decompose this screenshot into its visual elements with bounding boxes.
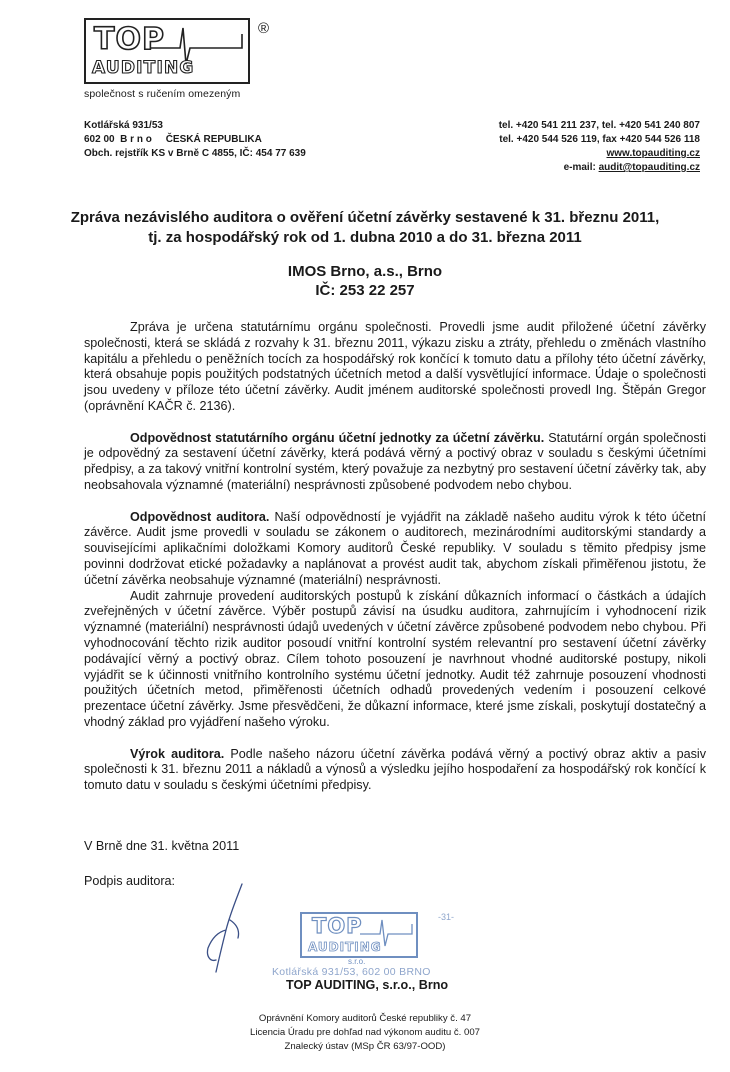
stamp-auditing-text: AUDITING — [308, 940, 382, 954]
address-line: Kotlářská 931/53 — [84, 120, 163, 131]
company-name: IMOS Brno, a.s., Brno — [287, 263, 443, 280]
company-id: IČ: 253 22 257 — [315, 282, 415, 299]
footer-accreditations — [40, 1012, 690, 1054]
stamp-sro: s.r.o. — [348, 957, 366, 966]
paragraph-text: Naší odpovědností je vyjádřit na základě našeho auditu výrok k této účetní závěrce. Audit jsme provedli v souladu se zákonem o auditorech, mezinárodními auditorskými standardy a souvisejícími aplikačními doložkami Komory auditorů České republiky. V souladu s těmito předpisy jsme povinni dodržovat etické požadavky a naplánovat a provést audit tak, abychom získali přiměřenou jistotu, že účetní závěrka neobsahuje významné (materiální) nesprávnosti. — [84, 509, 706, 587]
phone-fax-line: tel. +420 544 526 119, fax +420 544 526 118 — [499, 134, 700, 145]
signature-label: Podpis auditora: — [84, 874, 176, 888]
logo-top-text: TOP — [94, 22, 165, 57]
phone-line: tel. +420 541 211 237, tel. +420 541 240 807 — [498, 120, 700, 131]
email-link[interactable]: audit@topauditing.cz — [598, 162, 700, 173]
website-link[interactable]: www.topauditing.cz — [606, 148, 700, 159]
paragraph-text: Podle našeho názoru účetní závěrka podává věrný a poctivý obraz aktiv a pasiv společnosti k 31. březnu 2011 a nákladů a výnosů a výsledku jejího hospodaření za hospodářský rok končící k tomuto datu v souladu s českými účetními předpisy. — [84, 746, 706, 793]
footer-line: Znalecký ústav (MSp ČR 63/97-OOD) — [284, 1041, 446, 1052]
report-title-line: Zpráva nezávislého auditora o ověření účetní závěrky sestavené k 31. březnu 2011, — [70, 209, 660, 226]
paragraph-statutory-responsibility — [84, 431, 706, 494]
handwritten-signature — [196, 880, 266, 980]
paragraph-opinion — [84, 747, 706, 794]
stamp-address: Kotlářská 931/53, 602 00 BRNO — [272, 966, 431, 978]
logo-auditing-text: AUDITING — [92, 58, 195, 78]
logo-tagline: společnost s ručením omezeným — [84, 88, 241, 100]
company-logo — [84, 18, 250, 84]
address-line: Obch. rejstřík KS v Brně C 4855, IČ: 454 77 639 — [84, 148, 306, 159]
paragraph-text: Statutární orgán společnosti je odpovědný za sestavení účetní závěrky, která podává věrný a poctivý obraz v souladu s českými účetními předpisy, a za takový vnitřní kontrolní systém, který považuje za nezbytný pro sestavení účetní závěrky tak, aby neobsahovala významné (materiální) nesprávnosti způsobené podvodem nebo chybou. — [84, 430, 706, 492]
paragraph-heading: Odpovědnost auditora. — [130, 509, 270, 524]
signer-name: TOP AUDITING, s.r.o., Brno — [286, 978, 449, 992]
paragraph-heading: Výrok auditora. — [130, 746, 225, 761]
email-label: e-mail: — [563, 162, 599, 173]
company-stamp — [300, 912, 418, 958]
paragraph-intro: Zpráva je určena statutárnímu orgánu společnosti. Provedli jsme audit přiložené účetní závěrky společnosti, která se skládá z rozvahy k 31. březnu 2011, výkazu zisku a ztráty, přehledu o změnách vlastního kapitálu a přehledu o peněžních tocích za hospodářský rok končící k tomuto datu a přílohy této účetní závěrky, která obsahuje popis použitých podstatných účetních metod a další vysvětlující informace. Údaje o společnosti jsou uvedeny v příloze této účetní závěrky. Audit jménem auditorské společnosti provedl Ing. Štěpán Gregor (oprávnění KAČR č. 2136). — [84, 320, 706, 413]
registered-mark: ® — [258, 20, 270, 37]
date-line: V Brně dne 31. května 2011 — [84, 839, 240, 853]
company-contacts — [499, 119, 700, 175]
paragraph-procedures: Audit zahrnuje provedení auditorských postupů k získání důkazních informací o částkách a údajích zveřejněných v účetní závěrce. Výběr postupů závisí na úsudku auditora, zahrnujícím i vyhodnocení rizik významné (materiální) nesprávnosti údajů uvedených v účetní závěrce způsobené podvodem nebo chybou. Při vyhodnocování těchto rizik auditor posoudí vnitřní kontrolní systém relevantní pro sestavení účetní závěrky podávající věrný a poctivý obraz. Cílem tohoto posouzení je navrhnout vhodné auditorské postupy, nikoli vyjádřit se k účinnosti vnitřního kontrolního systému účetní jednotky. Audit též zahrnuje posouzení vhodnosti použitých účetních metod, přiměřenosti účetních odhadů provedených vedením i posouzení celkové prezentace účetní závěrky. Jsme přesvědčeni, že důkazní informace, které jsme získali, poskytují dostatečný a vhodný základ pro vyjádření našeho výroku. — [84, 588, 706, 729]
company-address — [84, 119, 306, 161]
report-title-line: tj. za hospodářský rok od 1. dubna 2010 a do 31. března 2011 — [148, 229, 582, 246]
email-line — [499, 161, 700, 175]
report-title — [40, 208, 690, 248]
paragraph-heading: Odpovědnost statutárního orgánu účetní jednotky za účetní závěrku. — [130, 430, 545, 445]
footer-line: Licencia Úradu pre dohľad nad výkonom auditu č. 007 — [250, 1027, 480, 1038]
footer-line: Oprávnění Komory auditorů České republiky č. 47 — [258, 1013, 472, 1024]
audited-company — [40, 262, 690, 300]
report-body — [84, 320, 706, 810]
stamp-mark: -31- — [438, 912, 455, 922]
address-line: 602 00 B r n o ČESKÁ REPUBLIKA — [84, 134, 262, 145]
stamp-top-text: TOP — [312, 914, 363, 938]
paragraph-auditor-responsibility — [84, 510, 706, 589]
